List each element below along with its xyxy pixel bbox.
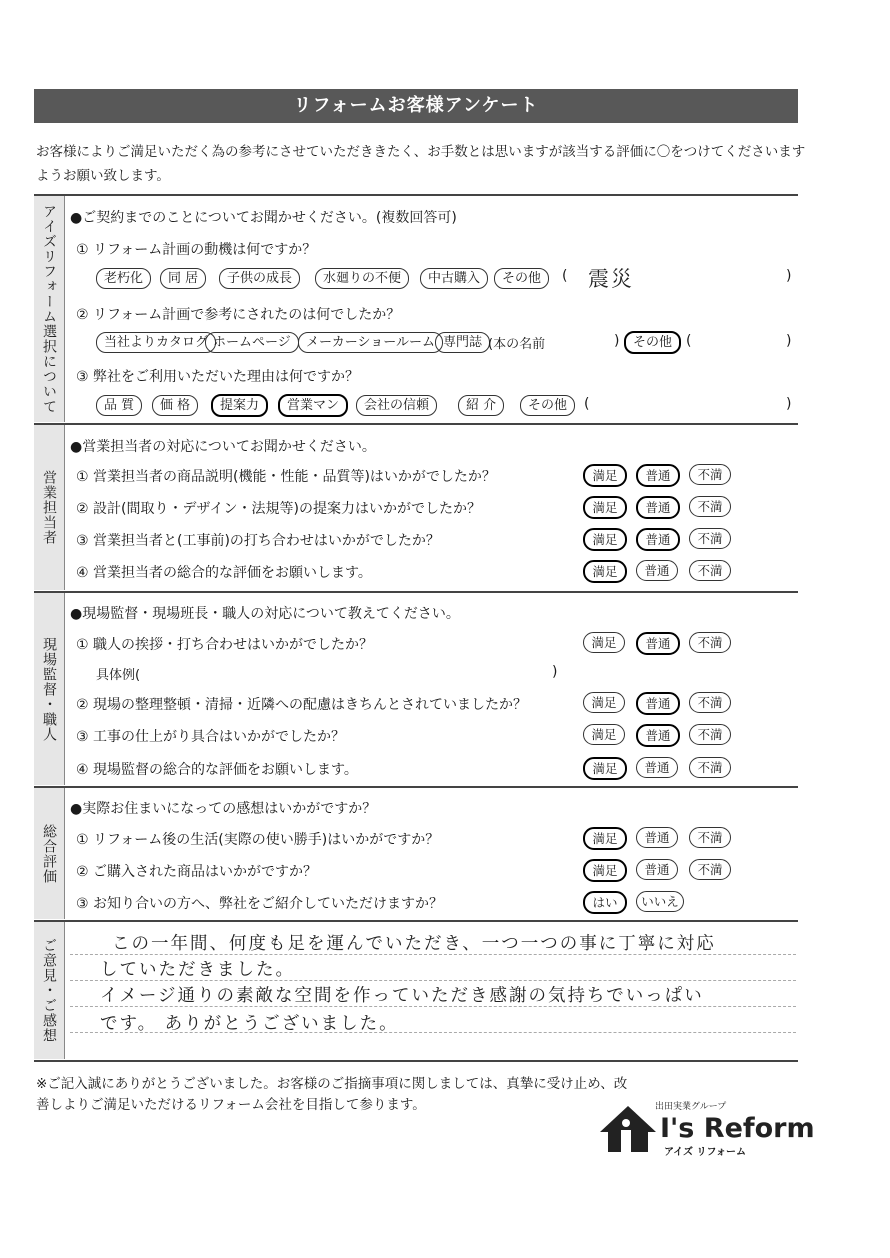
rating-yes[interactable]: はい xyxy=(583,891,627,914)
rating-normal[interactable]: 普通 xyxy=(636,724,680,747)
rating-normal[interactable]: 普通 xyxy=(636,757,678,778)
option-aging[interactable]: 老朽化 xyxy=(96,268,151,289)
question-site-1: ① 職人の挨拶・打ち合わせはいかがでしたか？ xyxy=(76,637,373,653)
section-label-overall: 総合評価 xyxy=(34,788,64,919)
divider xyxy=(34,920,798,922)
section-label-comments: ご意見・ご感想 xyxy=(34,922,64,1059)
page-title: リフォームお客様アンケート xyxy=(34,89,798,123)
logo-name: I's Reform xyxy=(660,1113,815,1144)
question-overall-3: ③ お知り合いの方へ、弊社をご紹介していただけますか？ xyxy=(76,896,443,912)
section-heading: ●実際お住まいになっての感想はいかがですか？ xyxy=(70,801,377,817)
rating-unsatisfied[interactable]: 不満 xyxy=(689,528,731,549)
divider xyxy=(34,591,798,593)
comment-line-3: イメージ通りの素敵な空間を作っていただき感謝の気持ちでいっぱい xyxy=(100,986,704,1006)
intro-text: お客様によりご満足いただく為の参考にさせていただききたく、お手数とは思いますが該当する評価に〇をつけてくださいますようお願い致します。 xyxy=(36,144,806,184)
rating-unsatisfied[interactable]: 不満 xyxy=(689,464,731,485)
option-other[interactable]: その他 xyxy=(494,268,549,289)
rating-satisfied[interactable]: 満足 xyxy=(583,724,625,745)
rating-unsatisfied[interactable]: 不満 xyxy=(689,496,731,517)
section-border xyxy=(64,425,65,590)
rating-satisfied[interactable]: 満足 xyxy=(583,528,627,551)
rating-unsatisfied[interactable]: 不満 xyxy=(689,757,731,778)
paren-close: ) xyxy=(786,268,792,284)
question-overall-2: ② ご購入された商品はいかがですか？ xyxy=(76,864,317,880)
rating-unsatisfied[interactable]: 不満 xyxy=(689,724,731,745)
comment-line-2: していただきました。 xyxy=(100,960,295,980)
rating-normal[interactable]: 普通 xyxy=(636,528,680,551)
question-motive: ① リフォーム計画の動機は何ですか？ xyxy=(76,242,317,258)
house-logo-icon xyxy=(598,1104,658,1154)
rating-normal[interactable]: 普通 xyxy=(636,496,680,519)
option-child-growth[interactable]: 子供の成長 xyxy=(219,268,300,289)
option-trust[interactable]: 会社の信頼 xyxy=(356,395,437,416)
section-heading: ●ご契約までのことについてお聞かせください。(複数回答可) xyxy=(70,210,457,226)
section-border xyxy=(64,196,65,422)
section-label-sales: 営業担当者 xyxy=(34,425,64,590)
paren-close: ) xyxy=(614,333,620,349)
divider xyxy=(34,423,798,425)
option-water[interactable]: 水廻りの不便 xyxy=(315,268,409,289)
option-catalog[interactable]: 当社よりカタログ xyxy=(96,332,216,353)
book-name-label: (本の名前 xyxy=(488,337,546,352)
question-sales-3: ③ 営業担当者と(工事前)の打ち合わせはいかがでしたか？ xyxy=(76,533,440,549)
option-price[interactable]: 価 格 xyxy=(152,395,198,416)
paren-close: ) xyxy=(786,333,792,349)
section-heading: ●現場監督・現場班長・職人の対応について教えてください。 xyxy=(70,606,460,622)
rating-unsatisfied[interactable]: 不満 xyxy=(689,632,731,653)
option-other-selected[interactable]: その他 xyxy=(624,331,681,354)
rating-satisfied[interactable]: 満足 xyxy=(583,859,627,882)
rating-unsatisfied[interactable]: 不満 xyxy=(689,827,731,848)
question-reference: ② リフォーム計画で参考にされたのは何でしたか？ xyxy=(76,307,401,323)
question-overall-1: ① リフォーム後の生活(実際の使い勝手)はいかがですか？ xyxy=(76,832,440,848)
option-homepage[interactable]: ホームページ xyxy=(205,332,299,353)
question-reason: ③ 弊社をご利用いただいた理由は何ですか？ xyxy=(76,369,359,385)
section-label-selection: アイズリフォーム選択について xyxy=(34,196,64,422)
question-site-2: ② 現場の整理整頓・清掃・近隣への配慮はきちんとされていましたか？ xyxy=(76,697,527,713)
paren-open: ( xyxy=(584,396,590,412)
question-sales-4: ④ 営業担当者の総合的な評価をお願いします。 xyxy=(76,565,372,581)
rating-satisfied[interactable]: 満足 xyxy=(583,632,625,653)
rating-unsatisfied[interactable]: 不満 xyxy=(689,859,731,880)
paren-close: ) xyxy=(786,396,792,412)
option-salesperson-selected[interactable]: 営業マン xyxy=(278,394,348,417)
paren-open: ( xyxy=(686,333,692,349)
comment-line-1: この一年間、何度も足を運んでいただき、一つ一つの事に丁寧に対応 xyxy=(112,934,716,954)
rating-normal[interactable]: 普通 xyxy=(636,560,678,581)
question-site-3: ③ 工事の仕上がり具合はいかがでしたか？ xyxy=(76,729,345,745)
comment-line-4: です。 ありがとうございました。 xyxy=(100,1014,399,1034)
logo-subtext: アイズ リフォーム xyxy=(664,1147,746,1158)
rating-normal[interactable]: 普通 xyxy=(636,692,680,715)
rating-unsatisfied[interactable]: 不満 xyxy=(689,560,731,581)
rating-satisfied[interactable]: 満足 xyxy=(583,464,627,487)
option-referral[interactable]: 紹 介 xyxy=(458,395,504,416)
section-border xyxy=(64,593,65,785)
section-label-site: 現場監督・職人 xyxy=(34,593,64,785)
rating-satisfied[interactable]: 満足 xyxy=(583,560,627,583)
option-used-purchase[interactable]: 中古購入 xyxy=(420,268,488,289)
option-quality[interactable]: 品 質 xyxy=(96,395,142,416)
footer-text: ※ご記入誠にありがとうございました。お客様のご指摘事項に関しましては、真摯に受け止め、改善しよりご満足いただけるリフォーム会社を目指して参ります。 xyxy=(36,1076,628,1113)
rating-normal[interactable]: 普通 xyxy=(636,632,680,655)
option-other[interactable]: その他 xyxy=(520,395,575,416)
rating-normal[interactable]: 普通 xyxy=(636,827,678,848)
question-site-4: ④ 現場監督の総合的な評価をお願いします。 xyxy=(76,762,358,778)
question-sales-1: ① 営業担当者の商品説明(機能・性能・品質等)はいかがでしたか？ xyxy=(76,469,496,485)
divider xyxy=(34,1060,798,1062)
paren-close: ) xyxy=(552,664,558,680)
question-sales-2: ② 設計(間取り・デザイン・法規等)の提案力はいかがでしたか？ xyxy=(76,501,481,517)
option-magazine[interactable]: 専門誌 xyxy=(435,332,490,353)
option-showroom[interactable]: メーカーショールーム xyxy=(298,332,443,353)
divider xyxy=(34,786,798,788)
rating-satisfied[interactable]: 満足 xyxy=(583,757,627,780)
rating-satisfied[interactable]: 満足 xyxy=(583,496,627,519)
rating-no[interactable]: いいえ xyxy=(636,891,684,912)
paren-open: ( xyxy=(562,268,568,284)
handwritten-note: 震災 xyxy=(588,267,634,291)
rating-normal[interactable]: 普通 xyxy=(636,464,680,487)
section-heading: ●営業担当者の対応についてお聞かせください。 xyxy=(70,439,376,455)
option-cohabit[interactable]: 同 居 xyxy=(160,268,206,289)
example-label: 具体例( xyxy=(96,668,141,683)
divider xyxy=(34,194,798,196)
rating-satisfied[interactable]: 満足 xyxy=(583,827,627,850)
option-proposal-selected[interactable]: 提案力 xyxy=(211,394,268,417)
rating-normal[interactable]: 普通 xyxy=(636,859,678,880)
logo-group-text: 出田実業グループ xyxy=(655,1102,727,1112)
section-border xyxy=(64,788,65,919)
section-border xyxy=(64,922,65,1059)
rating-unsatisfied[interactable]: 不満 xyxy=(689,692,731,713)
rating-satisfied[interactable]: 満足 xyxy=(583,692,625,713)
